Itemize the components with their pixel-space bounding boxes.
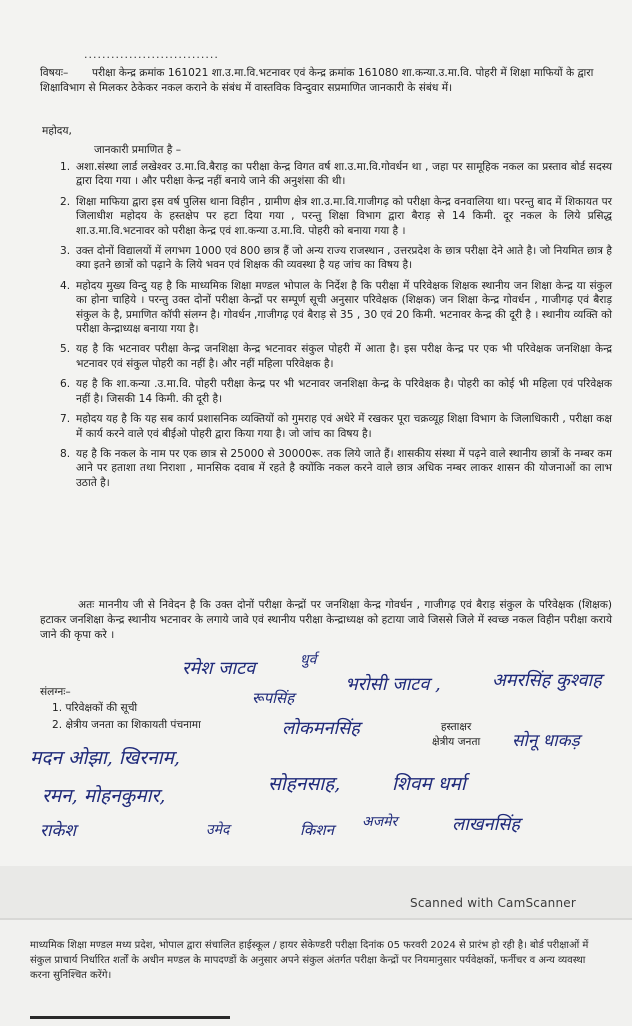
point-number: 4. [60, 279, 71, 292]
enclosure-item: 1. परिवेक्षकों की सूची [52, 702, 138, 714]
handwritten-signature: रमन, मोहनकुमार, [42, 785, 166, 807]
point-text: उक्त दोनों विद्यालयों में लगभग 1000 एवं 800 छात्र हैं जो अन्य राज्य राजस्थान , उत्तरप्रदेश के छात्र परीक्षा देने आते है। जो नियमित छात्र है क्या इतने छात्रों को पढ़ाने के लिये भवन एवं शिक्षक की व्यवस्था है यह जांच का विषय है। [76, 245, 612, 272]
point-text: महोदय मुख्य विन्दु यह है कि माध्यमिक शिक्षा मण्डल भोपाल के निर्देश है कि परीक्षा में परिवेक्षक शिक्षक स्थानीय जन शिक्षा केन्द्र या संकुल का होना चाहिये । परन्तु उक्त दोनों परीक्षा केन्द्रों पर सम्पूर्ण सूची अनुसार परिवेक्षक (शिक्षक) जन शिक्षा केन्द्र गोवर्धन , गाजीगढ़ एवं बैराड़ संकुल के है, प्रमाणित कॉपी संलग्न है। गोवर्धन ,गाजीगढ़ एवं बैराड़ से 35 , 30 एवं 20 किमी. भटनावर केन्द्र की दूरी है । स्थानीय व्यक्ति को परीक्षा केन्द्राध्यक्ष बनाया गया है। [76, 279, 612, 336]
signature-label: हस्ताक्षर [440, 721, 472, 733]
handwritten-signature: मदन ओझा, खिरनाम, [30, 747, 180, 769]
point-item [40, 342, 612, 371]
enclosure-label: संलग्नः– [40, 686, 71, 698]
handwritten-signature: सोनू धाकड़ [512, 731, 580, 751]
point-item [40, 279, 612, 337]
handwritten-signature: लोकमनसिंह [282, 718, 360, 739]
salutation: महोदय, [42, 125, 72, 137]
point-number: 8. [60, 447, 71, 460]
point-item [40, 377, 612, 406]
point-item [40, 412, 612, 441]
handwritten-signature: अमरसिंह कुश्वाह [492, 670, 602, 691]
subject-block [40, 66, 605, 96]
page2-text: माध्यमिक शिक्षा मण्डल मध्य प्रदेश, भोपाल द्वारा संचालित हाईस्कूल / हायर सेकेण्डरी परीक्षा दिनांक 05 फरवरी 2024 से प्रारंभ हो रही है। बोर्ड परीक्षाओं में संकुल प्राचार्य निर्धारित शर्तों के अधीन मण्डल के मापदण्डों के अनुसार अपने संकुल अंतर्गत परीक्षा केन्द्रों पर नियमानुसार पर्यवेक्षकों, फर्नीचर व अन्य व्यवस्था करना सुनिश्चित करेंगे। [30, 940, 589, 981]
handwritten-signature: भरोसी जाटव , [345, 674, 441, 695]
point-number: 6. [60, 378, 71, 391]
point-number: 5. [60, 343, 71, 356]
document-page-2 [0, 918, 632, 1026]
top-fragment: .............................. [84, 48, 219, 61]
point-text: यह है कि भटनावर परीक्षा केन्द्र जनशिक्षा केन्द्र भटनावर संकुल पोहरी में आता है। इस परीक्ष केन्द्र पर एक भी परिवेक्षक जनशिक्षा केन्द्र भटनावर एवं संकुल पोहरी का नहीं है। और नहीं महिला परिवेक्षक है। [76, 343, 612, 370]
point-item [40, 244, 612, 273]
point-text: यह है कि नकल के नाम पर एक छात्र से 25000 से 30000रू. तक लिये जाते हैं। शासकीय संस्था में पढ़ने वाले स्थानीय छात्रों के नम्बर कम आने पर हताशा तथा निराशा , मानसिक दवाब में रहते है क्योंकि नकल करने वाले छात्र अधिक नम्बर लाकर शासन की योजनाओं का लाभ उठाते है। [76, 447, 612, 489]
point-text: अशा.संस्था लार्ड लखेश्वर उ.मा.वि.बैराड़ का परीक्षा केन्द्र विगत वर्ष शा.उ.मा.वि.गोवर्धन था , जहा पर सामूहिक नकल का प्रस्ताव बोर्ड सदस्य द्वारा दिया गया । और परीक्षा केन्द्र नहीं बनाये जाने की अनुशंसा की थी। [76, 161, 612, 188]
points-list [40, 160, 612, 496]
point-item [40, 195, 612, 238]
point-number: 3. [60, 245, 71, 258]
subject-label: विषयः– [40, 67, 69, 79]
signature-caption [432, 720, 480, 750]
point-text: शिक्षा माफिया द्वारा इस वर्ष पुलिस थाना विहीन , ग्रामीण क्षेत्र शा.उ.मा.वि.गाजीगढ़ को परीक्षा केन्द्र वनवालिया था। परन्तु बाद में शिकायत पर जिलाधीश महोदय के हस्तक्षेप पर हटा दिया गया , परन्तु शिक्षा विभाग द्वारा बैराड़ से 14 किमी. दूर नकल के लिये प्रसिद्ध शा.उ.मा.वि.भटनावर को परीक्षा केन्द्र एवं शा.कन्या उ.मा.वि. पोहरी को बनाया गया है । [76, 195, 612, 237]
point-number: 2. [60, 195, 71, 208]
point-number: 1. [60, 161, 71, 173]
signature-sub: क्षेत्रीय जनता [432, 736, 481, 748]
handwritten-signature: रमेश जाटव [182, 658, 256, 679]
handwritten-signature: राकेश [40, 821, 76, 841]
subject-text: परीक्षा केन्द्र क्रमांक 161021 शा.उ.मा.वि.भटनावर एवं केन्द्र क्रमांक 161080 शा.कन्या.उ.मा.वि. पोहरी में शिक्षा माफियों के द्वारा शिक्षाविभाग से मिलकर ठेकेकर नकल कराने के संबंध में वास्तविक विन्दुवार सप्रमाणित जानकारी के संबंध में। [40, 67, 594, 94]
handwritten-signature: अजमेर [362, 814, 398, 830]
handwritten-signature: सोहनसाह, [268, 773, 341, 795]
enclosure-list [52, 701, 252, 735]
point-number: 7. [60, 413, 71, 426]
point-text: यह है कि शा.कन्या .उ.मा.वि. पोहरी परीक्षा केन्द्र पर भी भटनावर जनशिक्षा केन्द्र के परिवेक्षक है। पोहरी का कोई भी महिला एवं परिवेक्षक नहीं है। जिसकी 14 किमी. की दूरी है। [76, 378, 612, 405]
enclosure-item: 2. क्षेत्रीय जनता का शिकायती पंचनामा [52, 719, 201, 731]
handwritten-signature: धुर्व [300, 652, 317, 668]
handwritten-signature: रूपसिंह [252, 689, 295, 707]
intro-line: जानकारी प्रमाणित है – [94, 144, 182, 156]
handwritten-signature: किशन [300, 821, 334, 839]
handwritten-signature: लाखनसिंह [452, 814, 520, 835]
handwritten-signature: शिवम धर्मा [392, 773, 466, 795]
point-item [40, 160, 612, 189]
handwritten-signature: उमेद [206, 822, 230, 838]
scanner-watermark: Scanned with CamScanner [410, 896, 576, 910]
page2-partial-line [30, 1016, 230, 1026]
point-item [40, 447, 612, 490]
point-text: महोदय यह है कि यह सब कार्य प्रशासनिक व्यक्तियों को गुमराह एवं अधेरे में रखकर पूरा चक्रव्यूह शिक्षा विभाग के जिलाधिकारी , परीक्षा कक्ष में कार्य करने वाले एवं बीईओ पोहरी द्वारा किया गया है। जो जांच का विषय है। [76, 413, 612, 440]
closing-paragraph: अतः माननीय जी से निवेदन है कि उक्त दोनों परीक्षा केन्द्रों पर जनशिक्षा केन्द्र गोवर्धन , गाजीगढ़ एवं बैराड़ संकुल के परिवेक्षक (शिक्षक) हटाकर जनशिक्षा केन्द्र स्थानीय भटनावर के लगाये जावे एवं स्थानीय परीक्षा केन्द्राध्यक्ष को हटाया जावे जिससे जिले में स्वच्छ नकल विहीन परीक्षा कराये जाने की कृपा करे । [40, 599, 613, 641]
